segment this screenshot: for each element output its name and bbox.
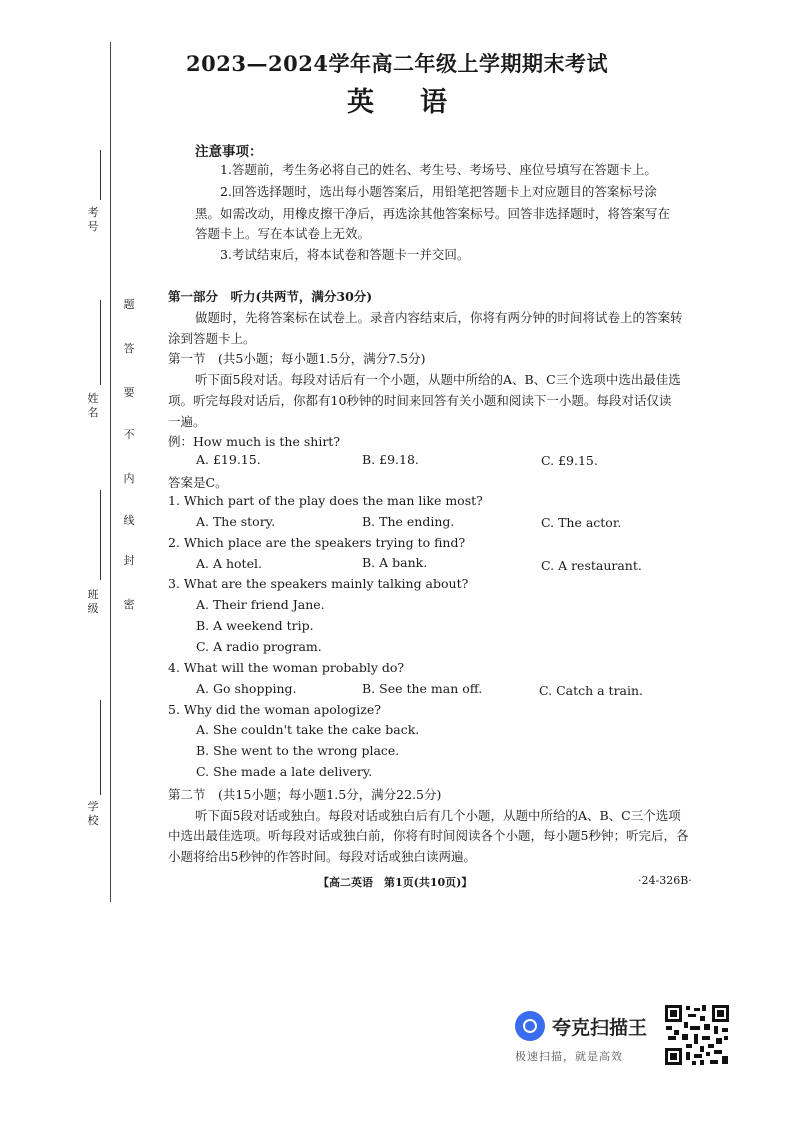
question-option: A. The story.	[196, 514, 276, 529]
seal-char: 封	[123, 554, 135, 567]
section2-heading: 第二节 (共15小题；每小题1.5分，满分22.5分)	[168, 787, 442, 802]
question-option: B. A bank.	[362, 555, 428, 570]
seal-char: 线	[123, 514, 135, 527]
scanner-brand: 夸克扫描王	[552, 1017, 648, 1039]
exam-number-label: 考号	[87, 206, 99, 233]
question-text: 5. Why did the woman apologize?	[168, 702, 381, 717]
section2-intro-line: 中选出最佳选项。听每段对话或独白前，你将有时间阅读各个小题，每小题5秒钟；听完后，各	[168, 828, 689, 843]
question-option: A. She couldn't take the cake back.	[196, 722, 420, 737]
notice-line: 答题卡上。写在本试卷上无效。	[195, 226, 371, 241]
part1-intro-line: 做题时，先将答案标在试卷上。录音内容结束后，你将有两分钟的时间将试卷上的答案转	[195, 310, 683, 325]
notice-line: 黑。如需改动，用橡皮擦干净后，再选涂其他答案标号。回答非选择题时，将答案写在	[195, 206, 671, 221]
seal-char: 内	[123, 472, 135, 485]
question-option: B. She went to the wrong place.	[196, 743, 400, 758]
question-option: C. A radio program.	[196, 639, 322, 654]
notice-line: 2.回答选择题时，选出每小题答案后，用铅笔把答题卡上对应题目的答案标号涂	[220, 184, 657, 199]
section2-intro-line: 听下面5段对话或独白。每段对话或独白后有几个小题，从题中所给的A、B、C三个选项	[195, 808, 681, 823]
seal-char: 密	[123, 598, 135, 611]
page-label: 【高二英语 第1页(共10页)】	[318, 876, 473, 889]
exam-number-blank	[100, 150, 101, 200]
example-option: C. £9.15.	[541, 453, 598, 468]
example-question: 例：How much is the shirt?	[168, 434, 341, 449]
qr-code-icon	[664, 1004, 730, 1066]
example-option: B. £9.18.	[362, 452, 419, 467]
paper-code: ·24-326B·	[638, 874, 692, 887]
question-option: B. The ending.	[362, 514, 455, 529]
question-text: 1. Which part of the play does the man like most?	[168, 493, 483, 508]
example-option: A. £19.15.	[196, 452, 261, 467]
question-option: A. A hotel.	[196, 556, 262, 571]
seal-char: 题	[123, 298, 135, 311]
question-option: C. The actor.	[541, 515, 622, 530]
school-label: 学校	[87, 800, 99, 827]
class-label: 班级	[87, 588, 99, 615]
scanner-app-icon	[515, 1011, 545, 1041]
scanner-slogan: 极速扫描，就是高效	[515, 1050, 623, 1063]
exam-title: 2023—2024学年高二年级上学期期末考试	[186, 51, 608, 76]
question-option: B. See the man off.	[362, 681, 483, 696]
class-blank	[100, 490, 101, 580]
section1-intro-line: 一遍。	[168, 414, 206, 429]
question-option: C. Catch a train.	[539, 683, 644, 698]
question-option: B. A weekend trip.	[196, 618, 314, 633]
part1-intro-line: 涂到答题卡上。	[168, 331, 256, 346]
section1-intro-line: 听下面5段对话。每段对话后有一个小题，从题中所给的A、B、C三个选项中选出最佳选	[195, 372, 681, 387]
binding-line	[110, 42, 111, 902]
notice-line: 1.答题前，考生务必将自己的姓名、考生号、考场号、座位号填写在答题卡上。	[220, 162, 657, 177]
question-text: 3. What are the speakers mainly talking about?	[168, 576, 469, 591]
question-text: 2. Which place are the speakers trying to find?	[168, 535, 466, 550]
question-option: C. She made a late delivery.	[196, 764, 373, 779]
question-text: 4. What will the woman probably do?	[168, 660, 405, 675]
section2-intro-line: 小题将给出5秒钟的作答时间。每段对话或独白读两遍。	[168, 849, 476, 864]
name-blank	[100, 300, 101, 385]
seal-char: 不	[123, 428, 135, 441]
seal-char: 要	[123, 386, 135, 399]
subject-title: 英语	[347, 87, 493, 118]
school-blank	[100, 700, 101, 795]
section1-intro-line: 项。听完每段对话后，你都有10秒钟的时间来回答有关小题和阅读下一小题。每段对话仅读	[168, 393, 672, 408]
notice-line: 3.考试结束后，将本试卷和答题卡一并交回。	[220, 247, 470, 262]
example-answer: 答案是C。	[168, 475, 228, 490]
name-label: 姓名	[87, 392, 99, 419]
seal-char: 答	[123, 342, 135, 355]
question-option: C. A restaurant.	[541, 558, 642, 573]
part1-heading: 第一部分 听力(共两节，满分30分)	[168, 289, 373, 304]
section1-heading: 第一节 (共5小题；每小题1.5分，满分7.5分)	[168, 351, 426, 366]
question-option: A. Their friend Jane.	[196, 597, 325, 612]
notice-heading: 注意事项：	[195, 144, 263, 160]
question-option: A. Go shopping.	[196, 681, 297, 696]
